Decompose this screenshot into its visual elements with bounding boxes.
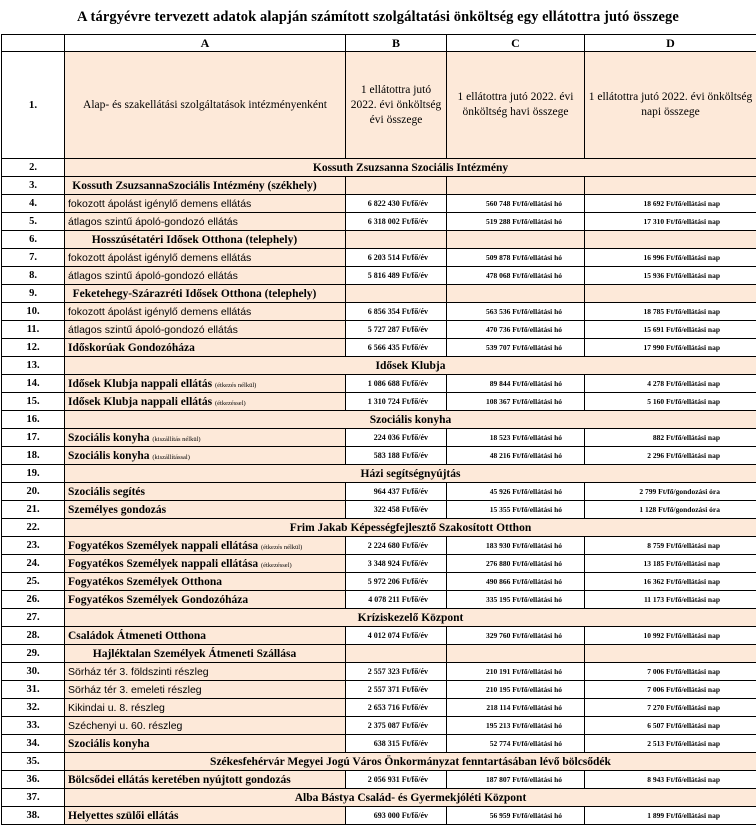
daily-cost: 5 160 Ft/fő/ellátási nap: [585, 393, 756, 411]
row-number: 28.: [2, 627, 65, 645]
column-letter-c: C: [447, 35, 585, 52]
service-name: Szociális konyha: [68, 431, 150, 444]
monthly-cost: 519 288 Ft/fő/ellátási hó: [447, 213, 585, 231]
service-label: [65, 393, 346, 411]
column-letter-blank: [2, 35, 65, 52]
service-name: Idősek Klubja nappali ellátás: [68, 395, 213, 408]
section-title: Kossuth Zsuzsanna Szociális Intézmény: [65, 159, 756, 177]
table-row: [2, 717, 756, 735]
section-row: [2, 519, 756, 537]
section-title: Idősek Klubja: [65, 357, 756, 375]
row-number: 38.: [2, 807, 65, 825]
service-label: [65, 339, 346, 357]
table-row: [2, 537, 756, 555]
service-name: Családok Átmeneti Otthona: [68, 629, 207, 642]
row-number: 30.: [2, 663, 65, 681]
monthly-cost: 45 926 Ft/fő/ellátási hó: [447, 483, 585, 501]
service-label: [65, 195, 346, 213]
monthly-cost: 560 748 Ft/fő/ellátási hó: [447, 195, 585, 213]
service-name: Személyes gondozás: [68, 503, 167, 516]
service-label: [65, 249, 346, 267]
row-number: 33.: [2, 717, 65, 735]
table-row: [2, 447, 756, 465]
daily-cost: 18 785 Ft/fő/ellátási nap: [585, 303, 756, 321]
service-label: [65, 483, 346, 501]
table-row: [2, 591, 756, 609]
service-label: [65, 321, 346, 339]
empty-cell: [346, 645, 447, 663]
yearly-cost: 6 822 430 Ft/fő/év: [346, 195, 447, 213]
table-row: [2, 663, 756, 681]
section-row: [2, 357, 756, 375]
monthly-cost: 210 195 Ft/fő/ellátási hó: [447, 681, 585, 699]
row-number: 1.: [2, 52, 65, 159]
empty-cell: [346, 177, 447, 195]
header-row: [2, 52, 756, 159]
monthly-cost: 56 959 Ft/fő/ellátási hó: [447, 807, 585, 825]
row-number: 27.: [2, 609, 65, 627]
subheading-row: [2, 177, 756, 195]
empty-cell: [447, 645, 585, 663]
service-note: (étkezéssel): [260, 561, 292, 569]
subheading-label: Kossuth ZsuzsannaSzociális Intézmény (székhely): [65, 177, 346, 195]
yearly-cost: 2 375 087 Ft/fő/év: [346, 717, 447, 735]
yearly-cost: 964 437 Ft/fő/év: [346, 483, 447, 501]
column-letter-row: [2, 35, 756, 52]
service-name: Időskorúak Gondozóháza: [68, 341, 195, 354]
row-number: 11.: [2, 321, 65, 339]
column-letter-a: A: [65, 35, 346, 52]
section-title: Szociális konyha: [65, 411, 756, 429]
row-number: 36.: [2, 771, 65, 789]
section-title: Frim Jakab Képességfejlesztő Szakosított Otthon: [65, 519, 756, 537]
daily-cost: 1 899 Ft/fő/ellátási nap: [585, 807, 756, 825]
service-label: [65, 591, 346, 609]
row-number: 13.: [2, 357, 65, 375]
service-note: (étkezés nélkül): [260, 543, 303, 551]
row-number: 12.: [2, 339, 65, 357]
table-row: [2, 735, 756, 753]
daily-cost: 17 310 Ft/fő/ellátási nap: [585, 213, 756, 231]
section-title: Házi segítségnyújtás: [65, 465, 756, 483]
daily-cost: 7 006 Ft/fő/ellátási nap: [585, 663, 756, 681]
row-number: 16.: [2, 411, 65, 429]
subheading-label: Hosszúsétatéri Idősek Otthona (telephely): [65, 231, 346, 249]
header-service: Alap- és szakellátási szolgáltatások intézményenként: [65, 52, 346, 159]
row-number: 4.: [2, 195, 65, 213]
header-daily: 1 ellátottra jutó 2022. évi önköltség napi összege: [585, 52, 756, 159]
daily-cost: 6 507 Ft/fő/ellátási nap: [585, 717, 756, 735]
daily-cost: 2 799 Ft/fő/gondozási óra: [585, 483, 756, 501]
section-title: Kríziskezelő Központ: [65, 609, 756, 627]
monthly-cost: 470 736 Ft/fő/ellátási hó: [447, 321, 585, 339]
yearly-cost: 6 318 002 Ft/fő/év: [346, 213, 447, 231]
service-label: [65, 627, 346, 645]
table-row: [2, 249, 756, 267]
service-name: Szociális segítés: [68, 485, 145, 498]
section-row: [2, 609, 756, 627]
section-row: [2, 789, 756, 807]
service-name: Helyettes szülői ellátás: [68, 809, 179, 822]
section-row: [2, 159, 756, 177]
row-number: 37.: [2, 789, 65, 807]
service-label: [65, 663, 346, 681]
service-name: Sörház tér 3. földszinti részleg: [68, 665, 209, 678]
monthly-cost: 52 774 Ft/fő/ellátási hó: [447, 735, 585, 753]
service-name: Fogyatékos Személyek Gondozóháza: [68, 593, 249, 606]
header-yearly: 1 ellátottra jutó 2022. évi önköltség évi összege: [346, 52, 447, 159]
row-number: 6.: [2, 231, 65, 249]
table-row: [2, 573, 756, 591]
service-name: Fogyatékos Személyek Otthona: [68, 575, 222, 588]
service-name: Kikindai u. 8. részleg: [68, 701, 165, 714]
yearly-cost: 2 557 371 Ft/fő/év: [346, 681, 447, 699]
service-name: átlagos szintű ápoló-gondozó ellátás: [68, 323, 238, 336]
table-row: [2, 627, 756, 645]
monthly-cost: 563 536 Ft/fő/ellátási hó: [447, 303, 585, 321]
service-name: Idősek Klubja nappali ellátás: [68, 377, 213, 390]
empty-cell: [585, 231, 756, 249]
yearly-cost: 5 727 287 Ft/fő/év: [346, 321, 447, 339]
row-number: 15.: [2, 393, 65, 411]
yearly-cost: 2 557 323 Ft/fő/év: [346, 663, 447, 681]
service-label: [65, 771, 346, 789]
service-label: [65, 447, 346, 465]
service-name: Sörház tér 3. emeleti részleg: [68, 683, 202, 696]
row-number: 26.: [2, 591, 65, 609]
table-row: [2, 483, 756, 501]
service-label: [65, 807, 346, 825]
table-row: [2, 267, 756, 285]
row-number: 31.: [2, 681, 65, 699]
service-name: átlagos szintű ápoló-gondozó ellátás: [68, 269, 238, 282]
section-title: Székesfehérvár Megyei Jogú Város Önkormányzat fenntartásában lévő bölcsődék: [65, 753, 756, 771]
empty-cell: [585, 645, 756, 663]
empty-cell: [346, 285, 447, 303]
empty-cell: [585, 177, 756, 195]
cost-table: [1, 34, 756, 825]
row-number: 34.: [2, 735, 65, 753]
row-number: 22.: [2, 519, 65, 537]
service-label: [65, 735, 346, 753]
row-number: 29.: [2, 645, 65, 663]
empty-cell: [585, 285, 756, 303]
daily-cost: 8 943 Ft/fő/ellátási nap: [585, 771, 756, 789]
section-title: Alba Bástya Család- és Gyermekjóléti Központ: [65, 789, 756, 807]
service-note: (kiszállítás nélkül): [152, 435, 201, 443]
service-label: [65, 429, 346, 447]
service-label: [65, 555, 346, 573]
row-number: 8.: [2, 267, 65, 285]
service-name: Fogyatékos Személyek nappali ellátása: [68, 557, 259, 570]
section-row: [2, 411, 756, 429]
monthly-cost: 329 760 Ft/fő/ellátási hó: [447, 627, 585, 645]
row-number: 25.: [2, 573, 65, 591]
daily-cost: 4 278 Ft/fő/ellátási nap: [585, 375, 756, 393]
row-number: 20.: [2, 483, 65, 501]
monthly-cost: 490 866 Ft/fő/ellátási hó: [447, 573, 585, 591]
service-label: [65, 537, 346, 555]
service-label: [65, 267, 346, 285]
service-note: (étkezés nélkül): [214, 381, 257, 389]
row-number: 24.: [2, 555, 65, 573]
daily-cost: 15 691 Ft/fő/ellátási nap: [585, 321, 756, 339]
row-number: 9.: [2, 285, 65, 303]
daily-cost: 7 006 Ft/fő/ellátási nap: [585, 681, 756, 699]
daily-cost: 15 936 Ft/fő/ellátási nap: [585, 267, 756, 285]
table-row: [2, 501, 756, 519]
row-number: 5.: [2, 213, 65, 231]
monthly-cost: 89 844 Ft/fő/ellátási hó: [447, 375, 585, 393]
table-row: [2, 339, 756, 357]
service-name: fokozott ápolást igénylő demens ellátás: [68, 305, 252, 318]
column-letter-d: D: [585, 35, 756, 52]
row-number: 19.: [2, 465, 65, 483]
row-number: 21.: [2, 501, 65, 519]
daily-cost: 10 992 Ft/fő/ellátási nap: [585, 627, 756, 645]
monthly-cost: 335 195 Ft/fő/ellátási hó: [447, 591, 585, 609]
subheading-row: [2, 231, 756, 249]
monthly-cost: 195 213 Ft/fő/ellátási hó: [447, 717, 585, 735]
yearly-cost: 5 816 489 Ft/fő/év: [346, 267, 447, 285]
monthly-cost: 48 216 Ft/fő/ellátási hó: [447, 447, 585, 465]
table-row: [2, 807, 756, 825]
daily-cost: 2 513 Ft/fő/ellátási nap: [585, 735, 756, 753]
subheading-row: [2, 645, 756, 663]
service-note: (étkezéssel): [214, 399, 246, 407]
yearly-cost: 6 856 354 Ft/fő/év: [346, 303, 447, 321]
daily-cost: 18 692 Ft/fő/ellátási nap: [585, 195, 756, 213]
yearly-cost: 322 458 Ft/fő/év: [346, 501, 447, 519]
row-number: 7.: [2, 249, 65, 267]
row-number: 3.: [2, 177, 65, 195]
table-row: [2, 771, 756, 789]
row-number: 14.: [2, 375, 65, 393]
daily-cost: 7 270 Ft/fő/ellátási nap: [585, 699, 756, 717]
yearly-cost: 224 036 Ft/fő/év: [346, 429, 447, 447]
service-label: [65, 717, 346, 735]
daily-cost: 2 296 Ft/fő/ellátási nap: [585, 447, 756, 465]
service-name: Szociális konyha: [68, 737, 150, 750]
yearly-cost: 1 086 688 Ft/fő/év: [346, 375, 447, 393]
service-name: Szociális konyha: [68, 449, 150, 462]
row-number: 23.: [2, 537, 65, 555]
yearly-cost: 3 348 924 Ft/fő/év: [346, 555, 447, 573]
monthly-cost: 218 114 Ft/fő/ellátási hó: [447, 699, 585, 717]
service-name: fokozott ápolást igénylő demens ellátás: [68, 197, 252, 210]
table-row: [2, 555, 756, 573]
row-number: 2.: [2, 159, 65, 177]
daily-cost: 16 996 Ft/fő/ellátási nap: [585, 249, 756, 267]
empty-cell: [346, 231, 447, 249]
table-row: [2, 213, 756, 231]
service-label: [65, 681, 346, 699]
service-name: Széchenyi u. 60. részleg: [68, 719, 183, 732]
yearly-cost: 5 972 206 Ft/fő/év: [346, 573, 447, 591]
monthly-cost: 187 807 Ft/fő/ellátási hó: [447, 771, 585, 789]
service-label: [65, 573, 346, 591]
table-row: [2, 303, 756, 321]
row-number: 10.: [2, 303, 65, 321]
table-row: [2, 429, 756, 447]
yearly-cost: 2 224 680 Ft/fő/év: [346, 537, 447, 555]
monthly-cost: 539 707 Ft/fő/ellátási hó: [447, 339, 585, 357]
daily-cost: 8 759 Ft/fő/ellátási nap: [585, 537, 756, 555]
monthly-cost: 509 878 Ft/fő/ellátási hó: [447, 249, 585, 267]
yearly-cost: 1 310 724 Ft/fő/év: [346, 393, 447, 411]
table-row: [2, 681, 756, 699]
daily-cost: 16 362 Ft/fő/ellátási nap: [585, 573, 756, 591]
yearly-cost: 638 315 Ft/fő/év: [346, 735, 447, 753]
service-name: fokozott ápolást igénylő demens ellátás: [68, 251, 252, 264]
service-label: [65, 375, 346, 393]
monthly-cost: 108 367 Ft/fő/ellátási hó: [447, 393, 585, 411]
subheading-label: Hajléktalan Személyek Átmeneti Szállása: [65, 645, 346, 663]
yearly-cost: 2 056 931 Ft/fő/év: [346, 771, 447, 789]
subheading-row: [2, 285, 756, 303]
daily-cost: 1 128 Ft/fő/gondozási óra: [585, 501, 756, 519]
monthly-cost: 478 068 Ft/fő/ellátási hó: [447, 267, 585, 285]
header-monthly: 1 ellátottra jutó 2022. évi önköltség havi összege: [447, 52, 585, 159]
service-name: Bölcsődei ellátás keretében nyújtott gondozás: [68, 773, 291, 786]
daily-cost: 17 990 Ft/fő/ellátási nap: [585, 339, 756, 357]
monthly-cost: 210 191 Ft/fő/ellátási hó: [447, 663, 585, 681]
subheading-label: Feketehegy-Szárazréti Idősek Otthona (telephely): [65, 285, 346, 303]
yearly-cost: 583 188 Ft/fő/év: [346, 447, 447, 465]
table-row: [2, 321, 756, 339]
section-row: [2, 465, 756, 483]
monthly-cost: 276 880 Ft/fő/ellátási hó: [447, 555, 585, 573]
monthly-cost: 18 523 Ft/fő/ellátási hó: [447, 429, 585, 447]
empty-cell: [447, 177, 585, 195]
monthly-cost: 183 930 Ft/fő/ellátási hó: [447, 537, 585, 555]
row-number: 35.: [2, 753, 65, 771]
service-label: [65, 303, 346, 321]
empty-cell: [447, 231, 585, 249]
daily-cost: 11 173 Ft/fő/ellátási nap: [585, 591, 756, 609]
service-name: Fogyatékos Személyek nappali ellátása: [68, 539, 259, 552]
column-letter-b: B: [346, 35, 447, 52]
row-number: 32.: [2, 699, 65, 717]
daily-cost: 882 Ft/fő/ellátási nap: [585, 429, 756, 447]
daily-cost: 13 185 Ft/fő/ellátási nap: [585, 555, 756, 573]
row-number: 17.: [2, 429, 65, 447]
yearly-cost: 4 012 074 Ft/fő/év: [346, 627, 447, 645]
yearly-cost: 693 000 Ft/fő/év: [346, 807, 447, 825]
service-name: átlagos szintű ápoló-gondozó ellátás: [68, 215, 238, 228]
monthly-cost: 15 355 Ft/fő/ellátási hó: [447, 501, 585, 519]
yearly-cost: 4 078 211 Ft/fő/év: [346, 591, 447, 609]
yearly-cost: 6 203 514 Ft/fő/év: [346, 249, 447, 267]
yearly-cost: 2 653 716 Ft/fő/év: [346, 699, 447, 717]
page-title: A tárgyévre tervezett adatok alapján számított szolgáltatási önköltség egy ellátottra jutó összege: [77, 9, 679, 25]
service-label: [65, 699, 346, 717]
service-label: [65, 501, 346, 519]
empty-cell: [447, 285, 585, 303]
table-row: [2, 393, 756, 411]
service-note: (kiszállítással): [152, 453, 190, 461]
table-row: [2, 375, 756, 393]
service-label: [65, 213, 346, 231]
table-row: [2, 699, 756, 717]
table-row: [2, 195, 756, 213]
row-number: 18.: [2, 447, 65, 465]
yearly-cost: 6 566 435 Ft/fő/év: [346, 339, 447, 357]
section-row: [2, 753, 756, 771]
